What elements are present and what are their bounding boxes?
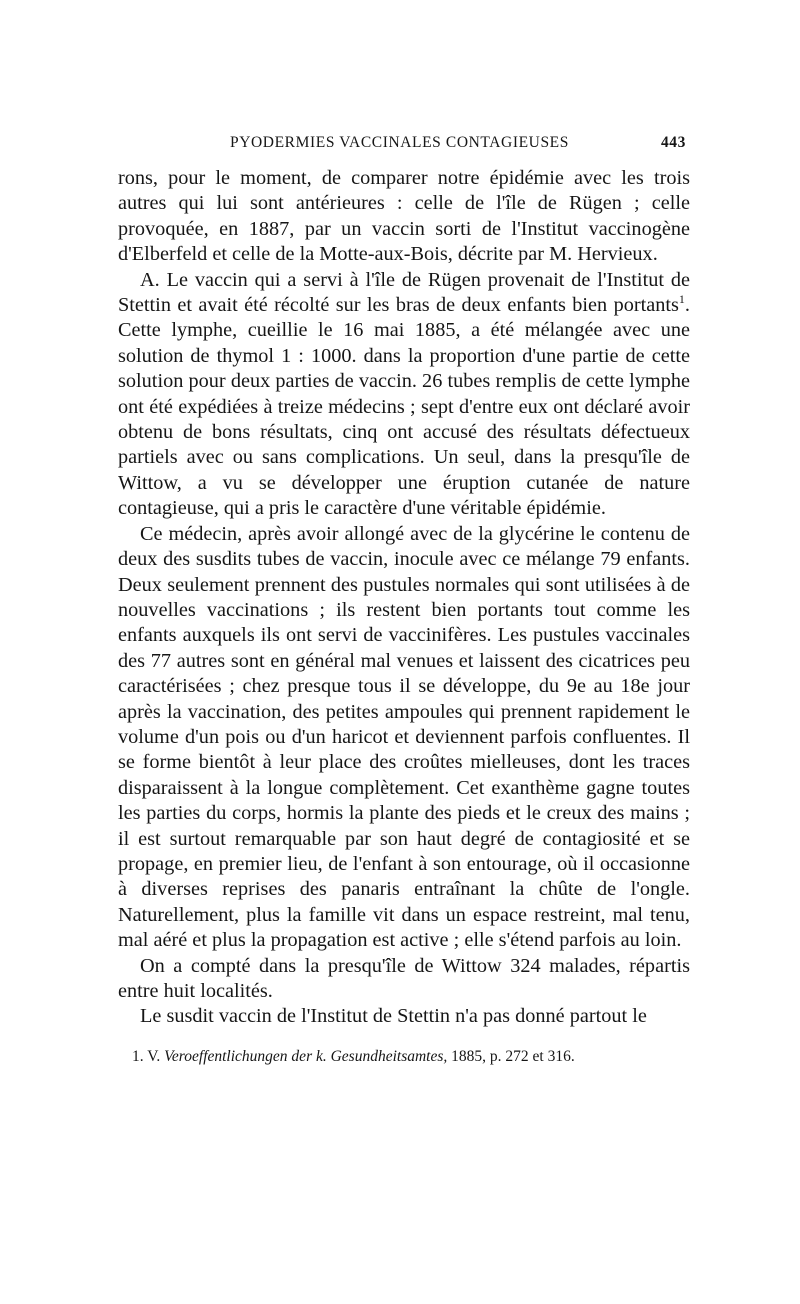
running-head bbox=[118, 134, 690, 156]
paragraph-1: rons, pour le moment, de comparer notre épidémie avec les trois autres qui lui sont antérieures : celle de l'île de Rügen ; celle provoquée, en 1887, par un vaccin sorti de l'Institut vaccinogène d'Elberfeld et celle de la Motte-aux-Bois, décrite par M. Hervieux. bbox=[118, 167, 690, 266]
paragraph-2-start: A. Le vaccin qui a servi à l'île de Rügen provenait de l'Institut de Stettin et avait été récolté sur les bras de deux enfants bien portants bbox=[118, 268, 690, 317]
running-title: PYODERMIES VACCINALES CONTAGIEUSES bbox=[230, 134, 569, 151]
footnote bbox=[118, 1047, 690, 1067]
footnote-details: 1885, p. 272 et 316. bbox=[451, 1047, 575, 1065]
body-text bbox=[118, 166, 690, 1030]
footnote-source: Veroeffentlichungen der k. Gesundheitsamtes, bbox=[164, 1047, 448, 1065]
paragraph-3: Ce médecin, après avoir allongé avec de la glycérine le contenu de deux des susdits tubes de vaccin, inocule avec ce mélange 79 enfants. Deux seulement prennent des pustules normales qui sont utilisées à de nouvelles vaccinations ; ils restent bien portants tout comme les enfants auxquels ils ont servi de vaccinifères. Les pustules vaccinales des 77 autres sont en général mal venues et laissent des cicatrices peu caractérisées ; chez presque tous il se développe, du 9e au 18e jour après la vaccination, des petites ampoules qui prennent rapidement le volume d'un pois ou d'un haricot et deviennent parfois confluentes. Il se forme bientôt à leur place des croûtes mielleuses, dont les traces disparaissent à la longue complètement. Cet exanthème gagne toutes les parties du corps, hormis la plante des pieds et le creux des mains ; il est surtout remarquable par son haut degré de contagiosité et se propage, en premier lieu, de l'enfant à son entourage, où il occasionne à diverses reprises des panaris entraînant la chûte de l'ongle. Naturellement, plus la famille vit dans un espace restreint, mal tenu, mal aéré et plus la propagation est active ; elle s'étend parfois au loin. bbox=[118, 522, 690, 952]
paragraph-4: On a compté dans la presqu'île de Wittow 324 malades, répartis entre huit localités. bbox=[118, 954, 690, 1002]
book-page bbox=[118, 134, 690, 1067]
paragraph-2-end: . Cette lymphe, cueillie le 16 mai 1885, a été mélangée avec une solution de thymol 1 : 1000. dans la proportion d'une partie de cette solution pour deux parties de vaccin. 26 tubes remplis de cette lymphe ont été expédiées à treize médecins ; sept d'entre eux ont déclaré avoir obtenu de bons résultats, cinq ont accusé des résultats défectueux partiels avec ou sans complications. Un seul, dans la presqu'île de Wittow, a vu se développer une éruption cutanée de nature contagieuse, qui a pris le caractère d'une véritable épidémie. bbox=[118, 294, 690, 520]
footnote-marker: 1. V. bbox=[132, 1047, 161, 1065]
paragraph-2 bbox=[118, 268, 690, 522]
footnote-reference: 1 bbox=[678, 292, 685, 307]
page-number: 443 bbox=[660, 134, 686, 151]
paragraph-5: Le susdit vaccin de l'Institut de Stettin n'a pas donné partout le bbox=[140, 1005, 647, 1028]
